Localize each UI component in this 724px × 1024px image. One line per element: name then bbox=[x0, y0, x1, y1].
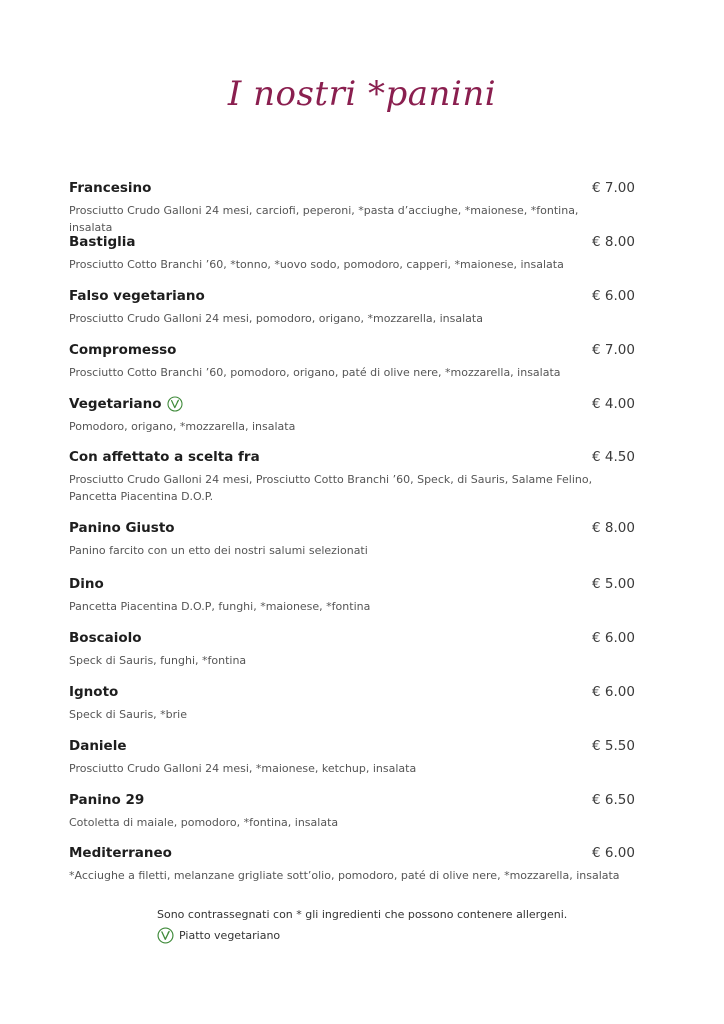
item-description: Panino farcito con un etto dei nostri salumi selezionati bbox=[69, 544, 368, 557]
menu-item bbox=[69, 845, 635, 891]
item-name: Dino bbox=[69, 576, 104, 592]
menu-item bbox=[69, 738, 635, 792]
item-description: Speck di Sauris, *brie bbox=[69, 708, 188, 721]
item-price: € 6.00 bbox=[592, 684, 635, 700]
item-price: € 7.00 bbox=[592, 180, 635, 196]
item-name: Francesino bbox=[69, 180, 152, 196]
menu-item bbox=[69, 449, 635, 520]
item-description: *Acciughe a filetti, melanzane grigliate sott’olio, pomodoro, paté di olive nere, *mozzarella, insalata bbox=[69, 869, 620, 882]
page-title: I nostri *panini bbox=[227, 74, 497, 114]
menu-item bbox=[69, 396, 635, 449]
item-name: Ignoto bbox=[69, 684, 119, 700]
menu-item bbox=[69, 576, 635, 630]
item-description: Prosciutto Crudo Galloni 24 mesi, pomodoro, origano, *mozzarella, insalata bbox=[69, 312, 483, 325]
item-price: € 6.50 bbox=[592, 792, 635, 808]
menu-item bbox=[69, 234, 635, 288]
menu-item bbox=[69, 792, 635, 845]
item-name: Vegetariano bbox=[69, 396, 162, 412]
item-name: Boscaiolo bbox=[69, 630, 142, 646]
menu-item bbox=[69, 520, 635, 576]
item-description: Speck di Sauris, funghi, *fontina bbox=[69, 654, 247, 667]
menu-item bbox=[69, 288, 635, 342]
item-price: € 4.00 bbox=[592, 396, 635, 412]
item-name: Mediterraneo bbox=[69, 845, 172, 861]
vegetarian-legend bbox=[157, 927, 627, 944]
item-name: Bastiglia bbox=[69, 234, 136, 250]
menu-item bbox=[69, 630, 635, 684]
item-name: Con affettato a scelta fra bbox=[69, 449, 260, 465]
vegetarian-note: Piatto vegetariano bbox=[179, 929, 281, 942]
item-description: Prosciutto Cotto Branchi ’60, pomodoro, origano, paté di olive nere, *mozzarella, insalata bbox=[69, 366, 561, 379]
item-description: Prosciutto Crudo Galloni 24 mesi, *maionese, ketchup, insalata bbox=[69, 762, 417, 775]
menu-item bbox=[69, 342, 635, 396]
item-price: € 8.00 bbox=[592, 234, 635, 250]
item-price: € 4.50 bbox=[592, 449, 635, 465]
item-price: € 5.00 bbox=[592, 576, 635, 592]
menu-item bbox=[69, 684, 635, 738]
item-name: Compromesso bbox=[69, 342, 177, 358]
item-price: € 7.00 bbox=[592, 342, 635, 358]
vegetarian-leaf-icon bbox=[157, 927, 174, 944]
footer-legend bbox=[157, 908, 627, 944]
item-name: Falso vegetariano bbox=[69, 288, 205, 304]
vegetarian-leaf-icon bbox=[167, 396, 183, 412]
item-description: Pancetta Piacentina D.O.P, funghi, *maionese, *fontina bbox=[69, 600, 371, 613]
item-description: Prosciutto Crudo Galloni 24 mesi, Prosciutto Cotto Branchi ’60, Speck, di Sauris, Salame Felino, Pancetta Piacentina D.O.P. bbox=[69, 473, 593, 503]
item-description: Prosciutto Cotto Branchi ’60, *tonno, *uovo sodo, pomodoro, capperi, *maionese, insalata bbox=[69, 258, 564, 271]
item-description: Pomodoro, origano, *mozzarella, insalata bbox=[69, 420, 296, 433]
item-name: Daniele bbox=[69, 738, 127, 754]
item-name: Panino 29 bbox=[69, 792, 145, 808]
menu-list bbox=[69, 180, 635, 891]
item-name: Panino Giusto bbox=[69, 520, 175, 536]
menu-item bbox=[69, 180, 635, 234]
item-price: € 6.00 bbox=[592, 845, 635, 861]
allergen-note: Sono contrassegnati con * gli ingredienti che possono contenere allergeni. bbox=[157, 908, 568, 921]
item-price: € 6.00 bbox=[592, 288, 635, 304]
item-price: € 8.00 bbox=[592, 520, 635, 536]
item-description: Prosciutto Crudo Galloni 24 mesi, carciofi, peperoni, *pasta d’acciughe, *maionese, *fontina, insalata bbox=[69, 204, 579, 234]
item-price: € 6.00 bbox=[592, 630, 635, 646]
item-name-row bbox=[69, 396, 183, 412]
item-description: Cotoletta di maiale, pomodoro, *fontina, insalata bbox=[69, 816, 339, 829]
item-price: € 5.50 bbox=[592, 738, 635, 754]
